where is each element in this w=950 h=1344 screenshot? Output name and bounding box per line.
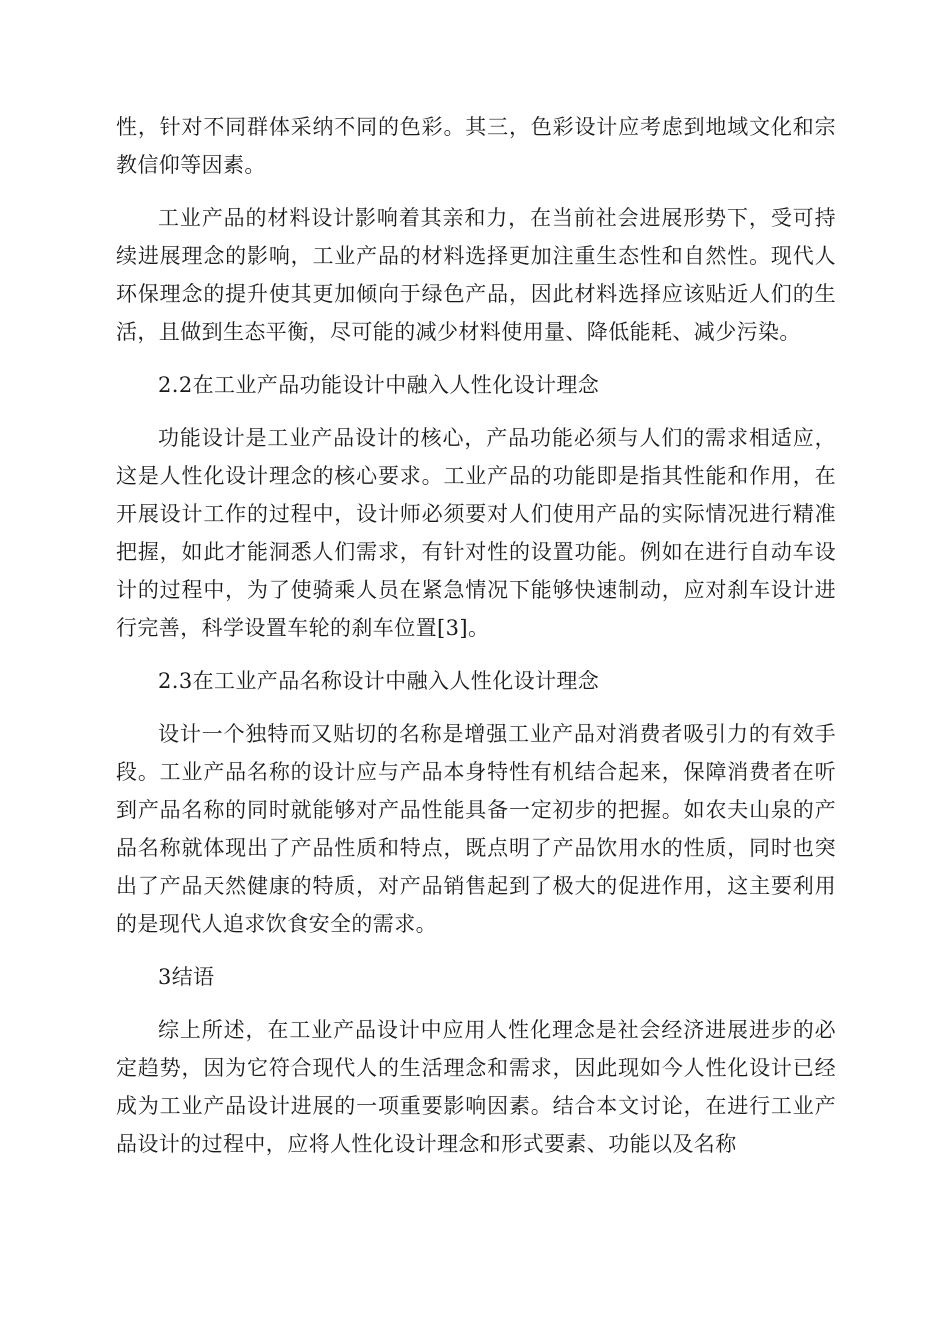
paragraph-name-design: 设计一个独特而又贴切的名称是增强工业产品对消费者吸引力的有效手段。工业产品名称的设计应与产品本身特性有机结合起来，保障消费者在听到产品名称的同时就能够对产品性能具备一定初步的把握。如农夫山泉的产品名称就体现出了产品性质和特点，既点明了产品饮用水的性质，同时也突出了产品天然健康的特质，对产品销售起到了极大的促进作用，这主要利用的是现代人追求饮食安全的需求。 [116,722,836,936]
paragraph-material-design: 工业产品的材料设计影响着其亲和力，在当前社会进展形势下，受可持续进展理念的影响，工业产品的材料选择更加注重生态性和自然性。现代人环保理念的提升使其更加倾向于绿色产品，因此材料选择应该贴近人们的生活，且做到生态平衡，尽可能的减少材料使用量、降低能耗、减少污染。 [116,206,836,344]
paragraph-conclusion: 综上所述，在工业产品设计中应用人性化理念是社会经济进展进步的必定趋势，因为它符合现代人的生活理念和需求，因此现如今人性化设计已经成为工业产品设计进展的一项重要影响因素。结合本文讨论，在进行工业产品设计的过程中，应将人性化设计理念和形式要素、功能以及名称 [116,1018,836,1156]
section-heading-2-3: 2.3在工业产品名称设计中融入人性化设计理念 [158,669,600,693]
paragraph-function-design: 功能设计是工业产品设计的核心，产品功能必须与人们的需求相适应，这是人性化设计理念的核心要求。工业产品的功能即是指其性能和作用，在开展设计工作的过程中，设计师必须要对人们使用产品的实际情况进行精准把握，如此才能洞悉人们需求，有针对性的设置功能。例如在进行自动车设计的过程中，为了使骑乘人员在紧急情况下能够快速制动，应对刹车设计进行完善，科学设置车轮的刹车位置[3]。 [116,426,836,640]
paragraph-color-design-end: 性，针对不同群体采纳不同的色彩。其三，色彩设计应考虑到地域文化和宗教信仰等因素。 [116,115,836,177]
document-page [116,108,836,1163]
section-heading-3: 3结语 [158,965,215,989]
section-heading-2-2: 2.2在工业产品功能设计中融入人性化设计理念 [158,373,600,397]
